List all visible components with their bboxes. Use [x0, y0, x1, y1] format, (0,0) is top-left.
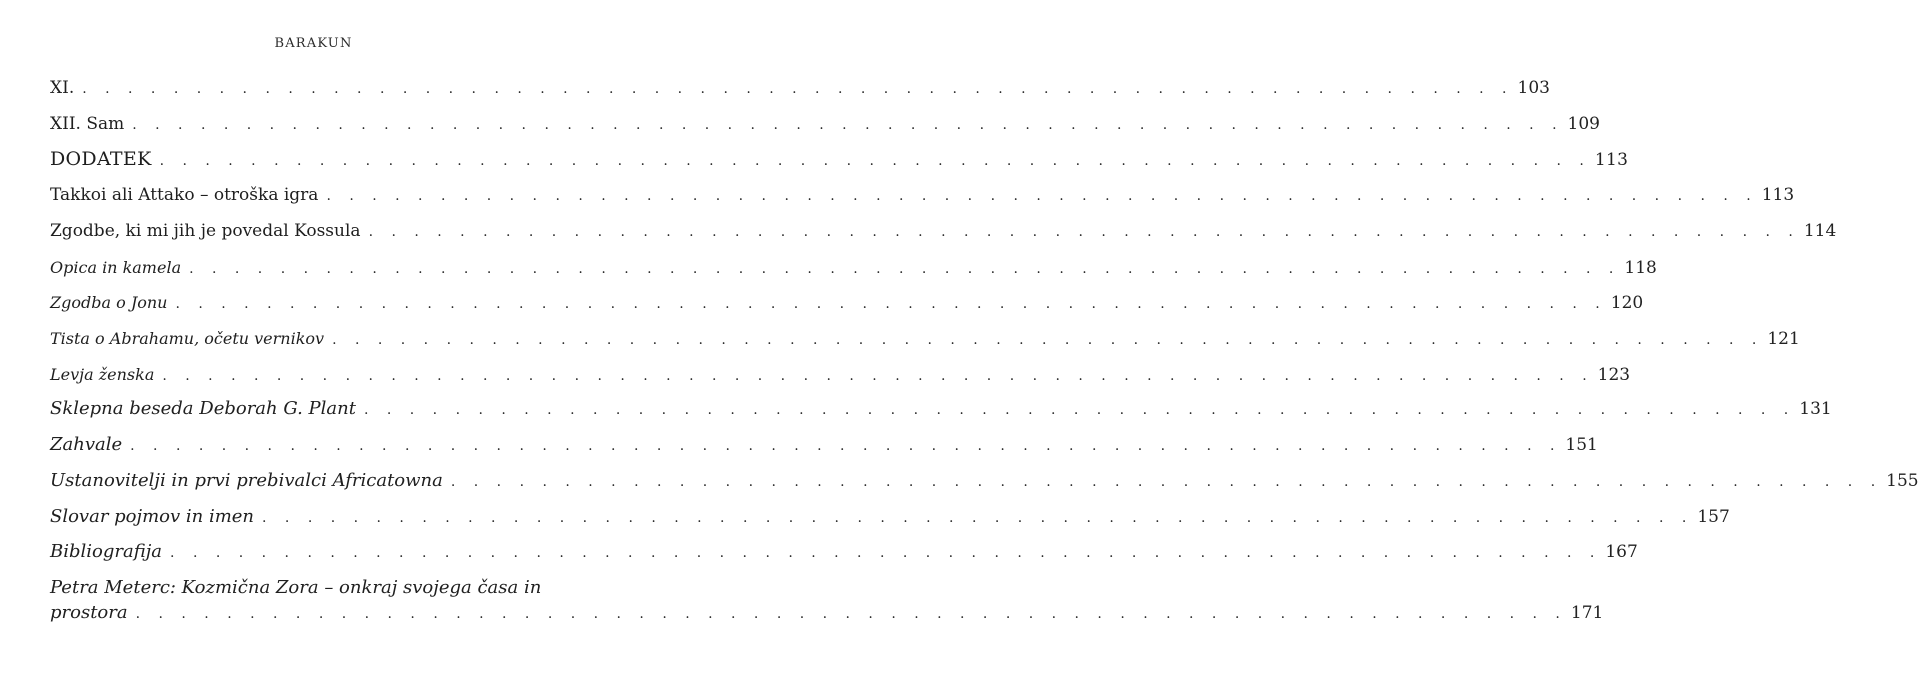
toc-entry-takkoi [50, 185, 1795, 205]
toc-entry-page: 113 [1594, 150, 1629, 170]
toc-entry-title: Opica in kamela [50, 258, 182, 277]
toc-entry-xi [50, 78, 1550, 98]
toc-entry-opica [50, 258, 1657, 278]
toc-entry-title: Bibliografija [50, 541, 163, 562]
toc-entry-page: 109 [1567, 114, 1600, 134]
toc-entry-title: XII. Sam [50, 114, 125, 134]
dot-leader: . . . . . . . . . . . . . . . . . . . . . . . . . . . . . . . . . . . . . . . . . . . . . . . . . . . . . . . . . . . . . . . [170, 545, 1602, 561]
toc-entry-page: 103 [1517, 78, 1550, 98]
dot-leader: . . . . . . . . . . . . . . . . . . . . . . . . . . . . . . . . . . . . . . . . . . . . . . . . . . . . . . . . . . . . . . . [130, 438, 1562, 454]
toc-entry-jona [50, 293, 1644, 313]
toc-entry-abraham [50, 329, 1800, 349]
toc-entry-page: 155 [1886, 471, 1919, 491]
toc-entry-page: 157 [1697, 507, 1730, 527]
toc-entry-title: Tista o Abrahamu, očetu vernikov [50, 329, 325, 348]
toc-entry-page: 171 [1570, 603, 1604, 623]
toc-entry-zahvale [50, 434, 1598, 455]
toc-entry-title: Levja ženska [50, 365, 155, 384]
toc-entry-zgodbe [50, 221, 1837, 241]
dot-leader: . . . . . . . . . . . . . . . . . . . . . . . . . . . . . . . . . . . . . . . . . . . . . . . . . . . . . . . . . . . . . . . [162, 368, 1594, 384]
dot-leader: . . . . . . . . . . . . . . . . . . . . . . . . . . . . . . . . . . . . . . . . . . . . . . . . . . . . . . . . . . . . . . . [175, 296, 1607, 312]
toc-entry-page: 113 [1761, 185, 1795, 205]
toc-entry-title: Zahvale [50, 434, 123, 455]
toc-entry-line2 [50, 602, 1604, 623]
toc-entry-page: 123 [1597, 365, 1631, 385]
dot-leader: . . . . . . . . . . . . . . . . . . . . . . . . . . . . . . . . . . . . . . . . . . . . . . . . . . . . . . . . . . . . . . . [262, 510, 1694, 526]
dot-leader: . . . . . . . . . . . . . . . . . . . . . . . . . . . . . . . . . . . . . . . . . . . . . . . . . . . . . . . . . . . . . . . [326, 188, 1758, 204]
toc-entry-sklepna [50, 398, 1832, 419]
toc-entry-title: Slovar pojmov in imen [50, 506, 255, 527]
toc-entry-title-line2: prostora [50, 602, 128, 623]
toc-entry-levja [50, 365, 1631, 385]
dot-leader: . . . . . . . . . . . . . . . . . . . . . . . . . . . . . . . . . . . . . . . . . . . . . . . . . . . . . . . . . . . . . . . [159, 153, 1591, 169]
toc-entry-page: 167 [1605, 542, 1638, 562]
toc-entry-page: 118 [1624, 258, 1657, 278]
toc-entry-title: DODATEK [50, 148, 152, 170]
toc-entry-title: Takkoi ali Attako – otroška igra [50, 185, 319, 205]
dot-leader: . . . . . . . . . . . . . . . . . . . . . . . . . . . . . . . . . . . . . . . . . . . . . . . . . . . . . . . . . . . . . . . [189, 261, 1621, 277]
toc-entry-slovar [50, 506, 1730, 527]
toc-entry-title: Zgodba o Jonu [50, 293, 168, 312]
toc-entry-bibliografija [50, 541, 1638, 562]
toc-entry-petra-meterc [50, 577, 1604, 623]
dot-leader: . . . . . . . . . . . . . . . . . . . . . . . . . . . . . . . . . . . . . . . . . . . . . . . . . . . . . . . . . . . . . . . [82, 81, 1514, 97]
dot-leader: . . . . . . . . . . . . . . . . . . . . . . . . . . . . . . . . . . . . . . . . . . . . . . . . . . . . . . . . . . . . . . . [363, 402, 1796, 418]
dot-leader: . . . . . . . . . . . . . . . . . . . . . . . . . . . . . . . . . . . . . . . . . . . . . . . . . . . . . . . . . . . . . . . [450, 474, 1883, 490]
toc-entry-dodatek [50, 148, 1629, 170]
toc-entry-title: Ustanovitelji in prvi prebivalci Africatowna [50, 470, 443, 491]
toc-entry-ustanovitelji [50, 470, 1919, 491]
toc-entry-title: Zgodbe, ki mi jih je povedal Kossula [50, 221, 361, 241]
toc-entry-page: 121 [1767, 329, 1800, 349]
toc-entry-page: 114 [1803, 221, 1837, 241]
toc-entry-title: Sklepna beseda Deborah G. Plant [50, 398, 356, 419]
toc-entry-page: 151 [1565, 435, 1598, 455]
toc-entry-xii [50, 114, 1600, 134]
toc-entry-page: 131 [1799, 399, 1832, 419]
dot-leader: . . . . . . . . . . . . . . . . . . . . . . . . . . . . . . . . . . . . . . . . . . . . . . . . . . . . . . . . . . . . . . . [135, 606, 1567, 622]
running-title: BARAKUN [274, 36, 353, 51]
dot-leader: . . . . . . . . . . . . . . . . . . . . . . . . . . . . . . . . . . . . . . . . . . . . . . . . . . . . . . . . . . . . . . . [368, 224, 1800, 240]
dot-leader: . . . . . . . . . . . . . . . . . . . . . . . . . . . . . . . . . . . . . . . . . . . . . . . . . . . . . . . . . . . . . . . [132, 117, 1564, 133]
dot-leader: . . . . . . . . . . . . . . . . . . . . . . . . . . . . . . . . . . . . . . . . . . . . . . . . . . . . . . . . . . . . . . . [332, 332, 1764, 348]
toc-entry-page: 120 [1610, 293, 1644, 313]
toc-entry-title-line1: Petra Meterc: Kozmična Zora – onkraj svojega časa in [50, 577, 542, 598]
toc-entry-title: XI. [50, 78, 75, 98]
